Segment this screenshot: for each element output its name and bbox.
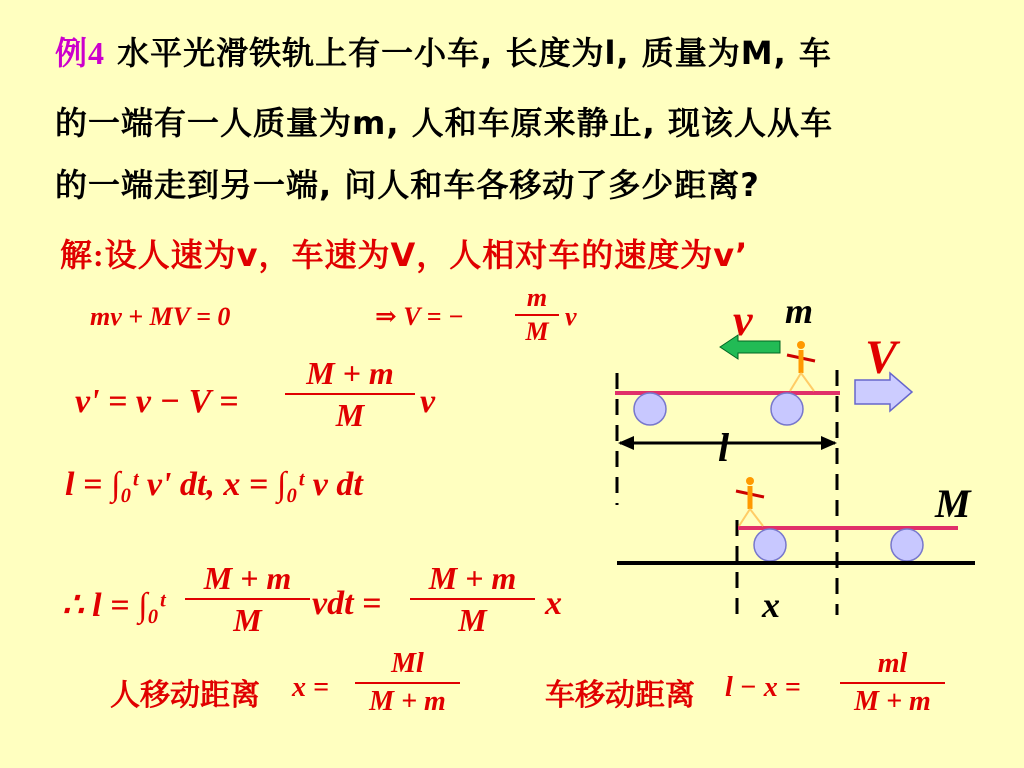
eq4-denominator-2: M <box>458 602 487 638</box>
v-label: v <box>733 296 753 345</box>
person-distance-fraction <box>355 648 460 718</box>
eq2-tail: v <box>420 383 436 420</box>
problem-line-3: 的一端走到另一端, 问人和车各移动了多少距离? <box>55 166 760 204</box>
example-label: 例4 <box>55 35 106 71</box>
x-label: x <box>762 585 780 625</box>
eq1-numerator: m <box>526 283 548 312</box>
eq1-tail: v <box>565 302 577 331</box>
lower-cart-wheel-left <box>754 529 786 561</box>
eq1-denominator: M <box>525 317 549 346</box>
M-label: M <box>935 481 971 526</box>
upper-person-icon <box>787 341 815 391</box>
eq2-numerator: M + m <box>306 355 394 391</box>
eq2-left: v' = v − V = <box>75 383 239 420</box>
lower-cart-wheel-right <box>891 529 923 561</box>
person-distance-numerator: Ml <box>391 648 424 679</box>
upper-cart-wheel-right <box>771 393 803 425</box>
l-label: l <box>718 425 730 470</box>
upper-cart-wheel-left <box>634 393 666 425</box>
cart-distance-denominator: M + m <box>854 686 931 717</box>
eq2-fraction <box>285 355 415 433</box>
eq1-left: mv + MV = 0 <box>90 302 231 331</box>
m-label: m <box>785 291 814 331</box>
person-distance-left: x = <box>292 672 329 703</box>
problem-text-1: 水平光滑铁轨上有一小车, 长度为l, 质量为M, 车 <box>105 34 832 72</box>
cart-distance-left: l − x = <box>725 672 801 703</box>
eq4-tail: x <box>545 585 562 622</box>
V-label: V <box>865 331 898 384</box>
eq3: l = ∫₀ᵗ v' dt, x = ∫₀ᵗ v dt <box>65 466 363 503</box>
eq4-mid: vdt = <box>312 585 382 622</box>
person-distance-denominator: M + m <box>369 686 446 717</box>
cart-distance-label: 车移动距离 <box>545 678 695 713</box>
solution-text: 设人速为v，车速为V，人相对车的速度为v’ <box>104 236 749 274</box>
eq4-numerator-1: M + m <box>203 560 292 596</box>
eq4-numerator-2: M + m <box>428 560 517 596</box>
eq4-fraction-1 <box>185 560 310 638</box>
eq1-arrow: ⇒ V = − <box>375 302 464 331</box>
solution-colon: : <box>93 237 105 273</box>
lower-person-icon <box>736 477 764 526</box>
problem-line-2: 的一端有一人质量为m, 人和车原来静止, 现该人从车 <box>55 104 833 142</box>
person-distance-label: 人移动距离 <box>110 678 260 713</box>
solution-label: 解 <box>60 236 94 274</box>
cart-diagram <box>590 285 1010 630</box>
problem-line-1 <box>55 28 832 74</box>
cart-distance-numerator: ml <box>877 648 908 679</box>
eq1-fraction <box>515 284 559 346</box>
eq2-denominator: M <box>335 397 365 433</box>
solution-line <box>60 230 748 276</box>
cart-distance-fraction <box>840 648 945 718</box>
eq4-fraction-2 <box>410 560 535 638</box>
eq4-left: ∴ l = ∫₀ᵗ <box>62 587 166 624</box>
eq4-denominator-1: M <box>233 602 262 638</box>
